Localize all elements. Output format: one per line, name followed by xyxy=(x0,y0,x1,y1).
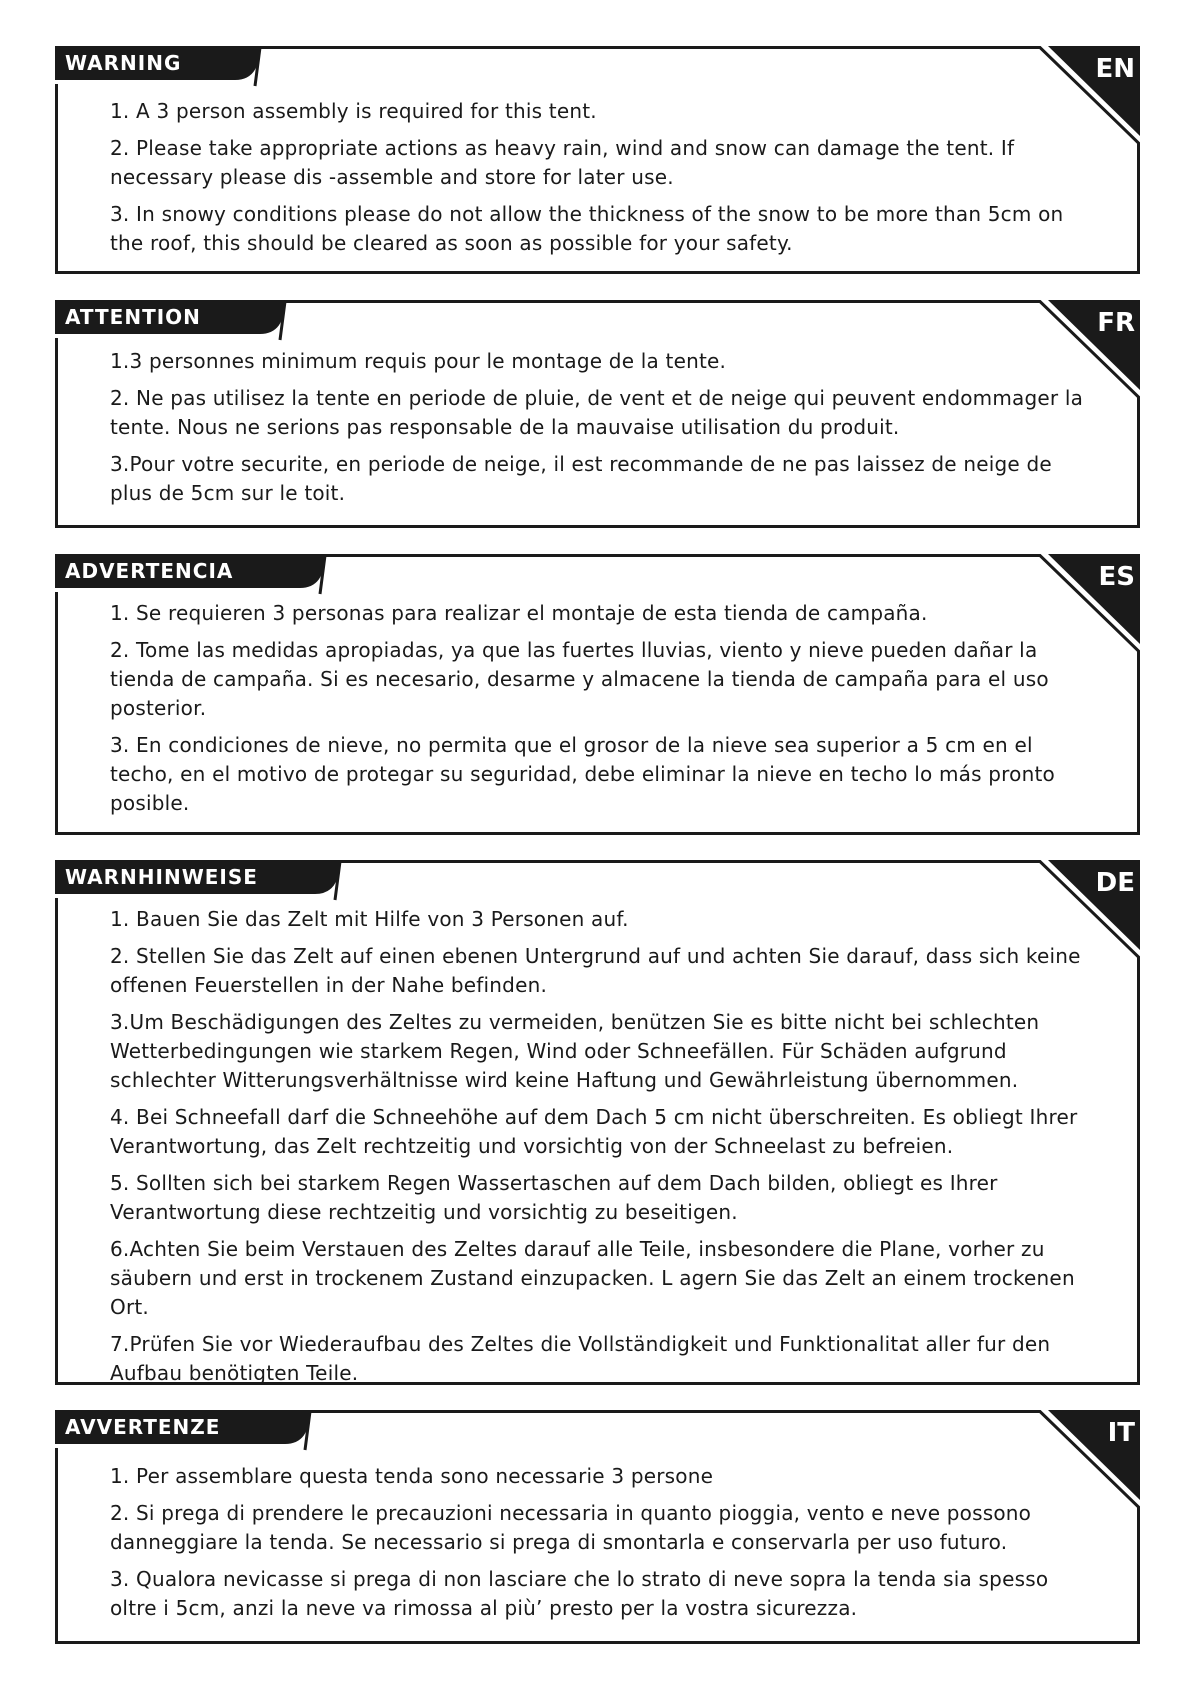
language-code-badge: EN xyxy=(1095,54,1135,84)
list-item: 3. Qualora nevicasse si prega di non lasciare che lo strato di neve sopra la tenda sia spesso oltre i 5cm, anzi la neve va rimossa al più’ presto per la vostra sicurezza. xyxy=(110,1567,1049,1620)
list-item: 1. A 3 person assembly is required for this tent. xyxy=(110,99,597,123)
section-heading: WARNHINWEISE xyxy=(65,865,258,889)
section-fr xyxy=(55,300,1140,528)
list-item: 3. In snowy conditions please do not allow the thickness of the snow to be more than 5cm on the roof, this should be cleared as soon as possible for your safety. xyxy=(110,202,1064,255)
list-item: 2. Ne pas utilisez la tente en periode de pluie, de vent et de neige qui peuvent endommager la tente. Nous ne serions pas responsable de la mauvaise utilisation du produit. xyxy=(110,386,1084,439)
section-it xyxy=(55,1410,1140,1644)
language-code-badge: FR xyxy=(1097,308,1135,338)
section-heading: WARNING xyxy=(65,51,182,75)
warning-list xyxy=(110,905,1095,1388)
section-heading: ATTENTION xyxy=(65,305,201,329)
list-item: 3.Pour votre securite, en periode de neige, il est recommande de ne pas laissez de neige de plus de 5cm sur le toit. xyxy=(110,452,1052,505)
warning-list xyxy=(110,347,1095,508)
list-item: 2. Stellen Sie das Zelt auf einen ebenen Untergrund auf und achten Sie darauf, dass sich keine offenen Feuerstellen in der Nahe befinden. xyxy=(110,944,1081,997)
list-item: 3.Um Beschädigungen des Zeltes zu vermeiden, benützen Sie es bitte nicht bei schlechten Wetterbedingungen wie starkem Regen, Wind oder Schneefällen. Für Schäden aufgrund schlechter Witterungsverhältnisse wird keine Haftung und Gewährleistung übernommen. xyxy=(110,1010,1040,1092)
language-code-badge: ES xyxy=(1098,562,1135,592)
language-code-badge: IT xyxy=(1107,1418,1135,1448)
list-item: 2. Tome las medidas apropiadas, ya que las fuertes lluvias, viento y nieve pueden dañar la tienda de campaña. Si es necesario, desarme y almacene la tienda de campaña para el uso posterior. xyxy=(110,638,1049,720)
list-item: 1. Per assemblare questa tenda sono necessarie 3 persone xyxy=(110,1464,714,1488)
warning-list xyxy=(110,1462,1095,1623)
warning-list xyxy=(110,599,1095,818)
language-code-badge: DE xyxy=(1095,868,1135,898)
section-heading: AVVERTENZE xyxy=(65,1415,221,1439)
section-de xyxy=(55,860,1140,1385)
list-item: 3. En condiciones de nieve, no permita que el grosor de la nieve sea superior a 5 cm en el techo, en el motivo de protegar su seguridad, debe eliminar la nieve en techo lo más pronto posible. xyxy=(110,733,1055,815)
section-en xyxy=(55,46,1140,274)
list-item: 4. Bei Schneefall darf die Schneehöhe auf dem Dach 5 cm nicht überschreiten. Es obliegt Ihrer Verantwortung, das Zelt rechtzeitig und vorsichtig von der Schneelast zu befreien. xyxy=(110,1105,1078,1158)
warning-list xyxy=(110,97,1095,258)
section-heading: ADVERTENCIA xyxy=(65,559,234,583)
list-item: 7.Prüfen Sie vor Wiederaufbau des Zeltes die Vollständigkeit und Funktionalitat aller fur den Aufbau benötigten Teile. xyxy=(110,1332,1051,1385)
section-es xyxy=(55,554,1140,835)
list-item: 2. Si prega di prendere le precauzioni necessaria in quanto pioggia, vento e neve possono danneggiare la tenda. Se necessario si prega di smontarla e conservarla per uso futuro. xyxy=(110,1501,1032,1554)
list-item: 5. Sollten sich bei starkem Regen Wassertaschen auf dem Dach bilden, obliegt es Ihrer Verantwortung diese rechtzeitig und vorsichtig zu beseitigen. xyxy=(110,1171,998,1224)
list-item: 6.Achten Sie beim Verstauen des Zeltes darauf alle Teile, insbesondere die Plane, vorher zu säubern und erst in trockenem Zustand einzupacken. L agern Sie das Zelt an einem trockenen Ort. xyxy=(110,1237,1075,1319)
list-item: 1. Bauen Sie das Zelt mit Hilfe von 3 Personen auf. xyxy=(110,907,629,931)
list-item: 1.3 personnes minimum requis pour le montage de la tente. xyxy=(110,349,727,373)
list-item: 1. Se requieren 3 personas para realizar el montaje de esta tienda de campaña. xyxy=(110,601,928,625)
list-item: 2. Please take appropriate actions as heavy rain, wind and snow can damage the tent. If necessary please dis -assemble and store for later use. xyxy=(110,136,1015,189)
